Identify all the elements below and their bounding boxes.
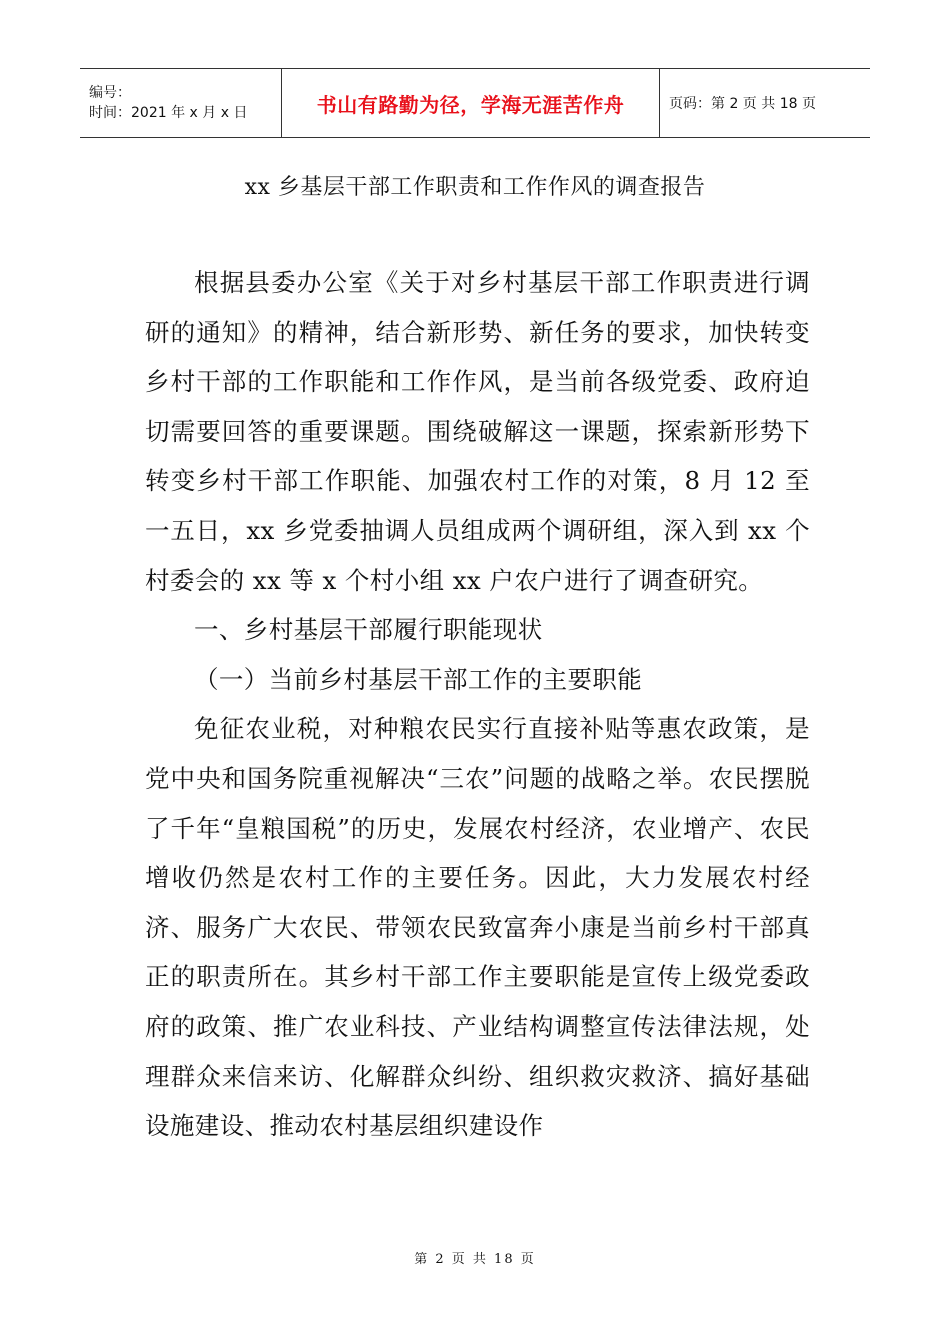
intro-paragraph: 根据县委办公室《关于对乡村基层干部工作职责进行调研的通知》的精神，结合新形势、新任务的要求，加快转变乡村干部的工作职能和工作作风，是当前各级党委、政府迫切需要回答的重要课题。围绕破解这一课题，探索新形势下转变乡村干部工作职能、加强农村工作的对策，8 月 12 至一五日，xx 乡党委抽调人员组成两个调研组，深入到 xx 个村委会的 xx 等 x 个村小组 xx 户农户进行了调查研究。 bbox=[145, 268, 810, 595]
header-page-cell bbox=[660, 69, 870, 137]
subsection-heading: （一）当前乡村基层干部工作的主要职能 bbox=[194, 664, 643, 694]
header-motto-cell bbox=[282, 69, 660, 137]
page-info: 页码：第 2 页 共 18 页 bbox=[669, 96, 816, 112]
date-line: 时间：2021 年 x 月 x 日 bbox=[89, 105, 248, 121]
code-label: 编号： bbox=[89, 85, 131, 101]
document-title: xx 乡基层干部工作职责和工作作风的调查报告 bbox=[244, 175, 706, 200]
page-footer: 第 2 页 共 18 页 bbox=[414, 1252, 536, 1267]
document-header bbox=[80, 68, 870, 138]
body-paragraph: 免征农业税，对种粮农民实行直接补贴等惠农政策，是党中央和国务院重视解决“三农”问题的战略之举。农民摆脱了千年“皇粮国税”的历史，发展农村经济，农业增产、农民增收仍然是农村工作的主要任务。因此，大力发展农村经济、服务广大农民、带领农民致富奔小康是当前乡村干部真正的职责所在。其乡村干部工作主要职能是宣传上级党委政府的政策、推广农业科技、产业结构调整宣传法律法规，处理群众来信来访、化解群众纠纷、组织救灾救济、搞好基础设施建设、推动农村基层组织建设作 bbox=[145, 714, 810, 1141]
header-meta bbox=[80, 69, 282, 137]
section-heading: 一、乡村基层干部履行职能现状 bbox=[194, 615, 543, 645]
document-body bbox=[145, 258, 810, 1151]
motto-text: 书山有路勤为径，学海无涯苦作舟 bbox=[316, 92, 625, 117]
